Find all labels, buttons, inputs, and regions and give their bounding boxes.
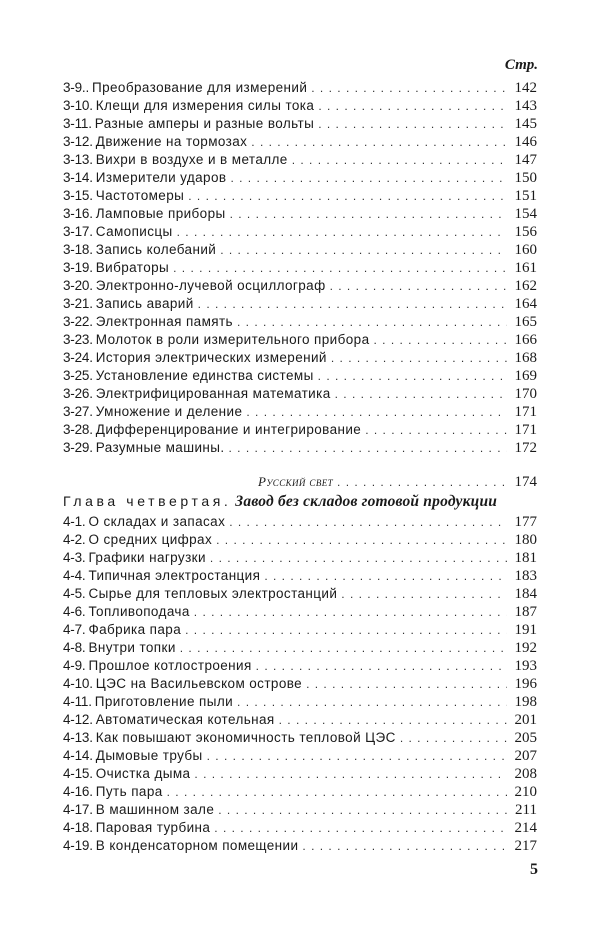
page-number: 211: [515, 802, 537, 818]
section-title: Графики нагрузки: [88, 550, 206, 565]
leader-dots: [210, 549, 507, 567]
toc-row: [63, 277, 537, 295]
toc-row: [63, 473, 537, 491]
section-title: Внутри топки: [88, 640, 176, 655]
section-title: Измерители ударов: [95, 170, 227, 185]
leader-dots: [237, 313, 507, 331]
chapter-title: Завод без складов готовой продукции: [235, 493, 498, 510]
section-title: Фабрика пара: [88, 622, 182, 637]
section-number: 3-27.: [63, 404, 93, 419]
section-number: 3-9..: [63, 80, 90, 95]
toc-row: [63, 187, 537, 205]
page-number: 147: [514, 152, 537, 168]
page-number: 164: [514, 296, 537, 312]
toc-row: [63, 403, 537, 421]
toc-row: [63, 783, 537, 801]
toc-row: [63, 531, 537, 549]
page-number: 161: [514, 260, 537, 276]
page-number: 160: [514, 242, 537, 258]
toc-row: [63, 151, 537, 169]
leader-dots: [230, 205, 507, 223]
page-number: 198: [514, 694, 537, 710]
section-number: 3-15.: [63, 188, 93, 203]
leader-dots: [279, 711, 507, 729]
toc-row: [63, 837, 537, 855]
leader-dots: [365, 421, 507, 439]
section-title: История электрических измерений: [95, 350, 327, 365]
leader-dots: [318, 97, 507, 115]
toc-row: [63, 331, 537, 349]
section-number: 4-1.: [63, 514, 86, 529]
page-number: 177: [514, 514, 537, 530]
section-number: 3-18.: [63, 242, 93, 257]
toc-row: [63, 819, 537, 837]
page-number: 166: [514, 332, 537, 348]
section-title: Движение на тормозах: [95, 134, 248, 149]
page-number: 214: [514, 820, 537, 836]
section-title: Самописцы: [95, 224, 173, 239]
toc-row: [63, 133, 537, 151]
chapter-heading: [63, 491, 543, 511]
page-number: 146: [514, 134, 537, 150]
leader-dots: [330, 277, 507, 295]
leader-dots: [173, 259, 507, 277]
section-number: 4-13.: [63, 730, 93, 745]
section-title: Путь пара: [95, 784, 163, 799]
section-number: 4-10.: [63, 676, 93, 691]
interlude-entry: [63, 473, 537, 491]
section-title: Умножение и деление: [95, 404, 243, 419]
leader-dots: [256, 657, 507, 675]
section-title: О средних цифрах: [88, 532, 213, 547]
section-number: 3-25.: [63, 368, 93, 383]
leader-dots: [337, 473, 507, 491]
leader-dots: [229, 513, 507, 531]
page-number: 154: [514, 206, 537, 222]
page-number: 184: [514, 586, 537, 602]
section-number: 3-20.: [63, 278, 93, 293]
section-number: 3-21.: [63, 296, 93, 311]
section-title: В машинном зале: [95, 802, 215, 817]
page-number: 217: [514, 838, 537, 854]
leader-dots: [400, 729, 507, 747]
page-number: 205: [514, 730, 537, 746]
section-number: 4-9.: [63, 658, 86, 673]
toc-row: [63, 675, 537, 693]
toc-row: [63, 585, 537, 603]
section-title: Прошлое котлостроения: [88, 658, 252, 673]
section-number: 4-14.: [63, 748, 93, 763]
section-title: Электрифицированная математика: [95, 386, 331, 401]
page-number: 156: [514, 224, 537, 240]
section-number: 4-2.: [63, 532, 86, 547]
page-number: 196: [514, 676, 537, 692]
leader-dots: [331, 349, 507, 367]
page-number: 145: [514, 116, 537, 132]
toc-row: [63, 639, 537, 657]
section-title: Топливоподача: [88, 604, 190, 619]
page-number: 208: [514, 766, 537, 782]
leader-dots: [177, 223, 507, 241]
leader-dots: [246, 403, 507, 421]
section-title: Разные амперы и разные вольты: [94, 116, 315, 131]
section-number: 4-12.: [63, 712, 93, 727]
page-column-label: Стр.: [504, 57, 538, 73]
leader-dots: [216, 531, 507, 549]
page-number: 171: [514, 404, 537, 420]
section-title: Электронно-лучевой осциллограф: [95, 278, 326, 293]
toc-row: [63, 711, 537, 729]
page-number: 172: [514, 440, 537, 456]
page-number: 151: [514, 188, 537, 204]
section-number: 3-14.: [63, 170, 93, 185]
section-number: 4-8.: [63, 640, 86, 655]
section-number: 3-13.: [63, 152, 93, 167]
section-number: 3-26.: [63, 386, 93, 401]
section-number: 3-12.: [63, 134, 93, 149]
leader-dots: [220, 241, 507, 259]
leader-dots: [335, 385, 507, 403]
toc-row: [63, 169, 537, 187]
leader-dots: [318, 115, 507, 133]
section-number: 3-28.: [63, 422, 93, 437]
leader-dots: [264, 567, 507, 585]
section-title: Сырье для тепловых электростанций: [88, 586, 338, 601]
toc-row: [63, 223, 537, 241]
section-title: Дымовые трубы: [95, 748, 203, 763]
page-number: 207: [514, 748, 537, 764]
section-title: Молоток в роли измерительного прибора: [95, 332, 370, 347]
leader-dots: [373, 331, 507, 349]
section-number: 3-29.: [63, 440, 93, 455]
toc-row: [63, 439, 537, 457]
chapter3-toc: [63, 79, 537, 457]
section-title: Преобразование для измерений: [92, 80, 308, 95]
page-number: 150: [514, 170, 537, 186]
section-title: Типичная электростанция: [88, 568, 261, 583]
toc-row: [63, 295, 537, 313]
leader-dots: [214, 819, 507, 837]
leader-dots: [341, 585, 507, 603]
leader-dots: [194, 603, 507, 621]
toc-row: [63, 765, 537, 783]
leader-dots: [311, 79, 507, 97]
section-number: 4-15.: [63, 766, 93, 781]
page-number: 162: [514, 278, 537, 294]
toc-row: [63, 241, 537, 259]
page-number: 201: [514, 712, 537, 728]
toc-row: [63, 693, 537, 711]
page-number: 193: [514, 658, 537, 674]
toc-row: [63, 115, 537, 133]
toc-row: [63, 367, 537, 385]
page-number: 165: [514, 314, 537, 330]
section-title: Клещи для измерения силы тока: [95, 98, 315, 113]
toc-row: [63, 603, 537, 621]
section-number: 4-3.: [63, 550, 86, 565]
leader-dots: [207, 747, 507, 765]
section-number: 4-4.: [63, 568, 86, 583]
leader-dots: [318, 367, 507, 385]
section-number: 4-7.: [63, 622, 86, 637]
section-title: Запись аварий: [95, 296, 194, 311]
page-number: 192: [514, 640, 537, 656]
section-number: 4-5.: [63, 586, 86, 601]
page-number: 174: [514, 474, 537, 490]
section-number: 4-17.: [63, 802, 93, 817]
page-number: 142: [514, 80, 537, 96]
toc-row: [63, 801, 537, 819]
page-number: 210: [514, 784, 537, 800]
section-number: 4-11.: [63, 694, 92, 709]
section-title: Электронная память: [95, 314, 233, 329]
page-number: 187: [514, 604, 537, 620]
leader-dots: [198, 295, 507, 313]
page-number: 169: [514, 368, 537, 384]
section-title: Ламповые приборы: [95, 206, 226, 221]
toc-row: [63, 349, 537, 367]
section-title: Вихри в воздухе и в металле: [95, 152, 288, 167]
interlude-title: Русский свет: [258, 474, 334, 489]
section-number: 4-16.: [63, 784, 93, 799]
toc-row: [63, 205, 537, 223]
toc-row: [63, 729, 537, 747]
page-number: 170: [514, 386, 537, 402]
section-number: 3-19.: [63, 260, 93, 275]
section-title: Как повышают экономичность тепловой ЦЭС: [95, 730, 396, 745]
page-number: 180: [514, 532, 537, 548]
section-number: 3-24.: [63, 350, 93, 365]
page-number: 171: [514, 422, 537, 438]
toc-row: [63, 747, 537, 765]
section-title: О складах и запасах: [88, 514, 226, 529]
leader-dots: [180, 639, 507, 657]
leader-dots: [302, 837, 507, 855]
toc-row: [63, 97, 537, 115]
toc-row: [63, 513, 537, 531]
chapter4-toc: [63, 513, 537, 855]
toc-row: [63, 259, 537, 277]
section-number: 3-17.: [63, 224, 93, 239]
leader-dots: [230, 169, 507, 187]
leader-dots: [185, 621, 507, 639]
toc-row: [63, 567, 537, 585]
toc-row: [63, 549, 537, 567]
toc-row: [63, 657, 537, 675]
section-title: Частотомеры: [95, 188, 185, 203]
page-number: 143: [514, 98, 537, 114]
leader-dots: [188, 187, 507, 205]
section-title: Установление единства системы: [95, 368, 314, 383]
leader-dots: [167, 783, 507, 801]
page-number: 181: [514, 550, 537, 566]
section-number: 3-23.: [63, 332, 93, 347]
toc-row: [63, 621, 537, 639]
section-number: 4-19.: [63, 838, 93, 853]
page-number: 191: [514, 622, 537, 638]
page-number: 168: [514, 350, 537, 366]
section-title: Автоматическая котельная: [95, 712, 275, 727]
toc-row: [63, 421, 537, 439]
section-number: 3-11.: [63, 116, 92, 131]
section-number: 4-18.: [63, 820, 93, 835]
leader-dots: [237, 693, 507, 711]
section-number: 3-22.: [63, 314, 93, 329]
section-title: ЦЭС на Васильевском острове: [95, 676, 303, 691]
toc-row: [63, 313, 537, 331]
section-title: Разумные машины.: [95, 440, 225, 455]
section-title: Паровая турбина: [95, 820, 211, 835]
section-title: Вибраторы: [95, 260, 170, 275]
leader-dots: [229, 439, 508, 457]
section-number: 3-16.: [63, 206, 93, 221]
leader-dots: [292, 151, 507, 169]
leader-dots: [194, 765, 507, 783]
section-title: Приготовление пыли: [94, 694, 234, 709]
toc-row: [63, 79, 537, 97]
section-number: 4-6.: [63, 604, 86, 619]
chapter-prefix: Глава четвертая.: [63, 493, 232, 509]
section-title: Запись колебаний: [95, 242, 217, 257]
folio-page-number: 5: [530, 861, 538, 878]
section-title: В конденсаторном помещении: [95, 838, 299, 853]
section-title: Очистка дыма: [95, 766, 191, 781]
toc-row: [63, 385, 537, 403]
section-number: 3-10.: [63, 98, 93, 113]
section-title: Дифференцирование и интегрирование: [95, 422, 362, 437]
leader-dots: [251, 133, 507, 151]
leader-dots: [218, 801, 507, 819]
page-number: 183: [514, 568, 537, 584]
leader-dots: [306, 675, 507, 693]
